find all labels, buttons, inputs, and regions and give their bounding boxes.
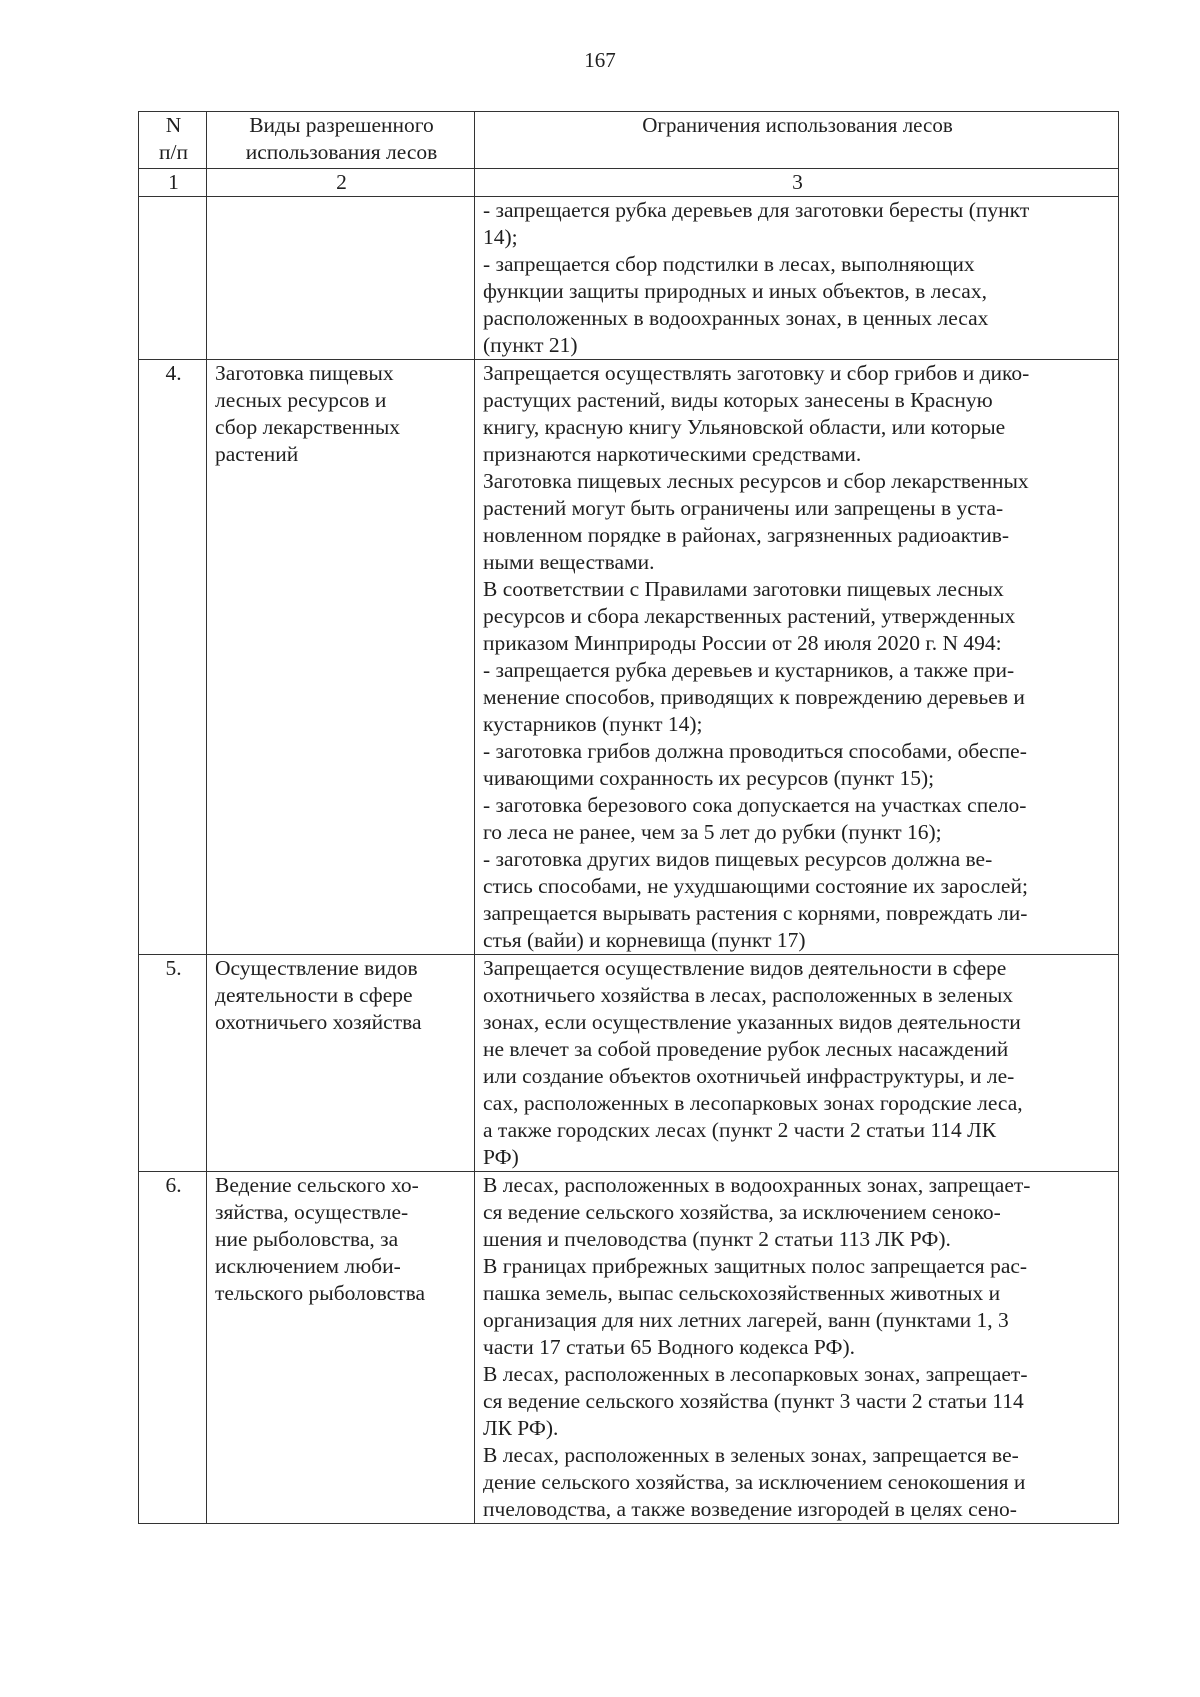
header-kind-line: Виды разрешенного [249,113,434,137]
text-line: приказом Минприроды России от 28 июля 2020 г. N 494: [483,631,1002,655]
text-line: стья (вайи) и корневища (пункт 17) [483,928,806,952]
text-line: пашка земель, выпас сельскохозяйственных животных и [483,1281,1001,1305]
column-number: 2 [207,169,475,197]
text-line: Осуществление видов [215,956,418,980]
text-line: ЛК РФ). [483,1416,559,1440]
text-line: - запрещается рубка деревьев для заготовки бересты (пункт [483,198,1030,222]
text-line: В лесах, расположенных в зеленых зонах, запрещается ве- [483,1443,1019,1467]
text-line: - заготовка других видов пищевых ресурсов должна ве- [483,847,993,871]
text-line: Запрещается осуществление видов деятельности в сфере [483,956,1007,980]
table-header-row [139,112,1119,169]
column-number: 1 [139,169,207,197]
text-line: В лесах, расположенных в водоохранных зонах, запрещает- [483,1173,1031,1197]
text-line: шения и пчеловодства (пункт 2 статьи 113 ЛК РФ). [483,1227,951,1251]
text-line: новленном порядке в районах, загрязненных радиоактив- [483,523,1010,547]
row-number: 6. [139,1172,207,1524]
row-kind [207,955,475,1172]
text-line: растений [215,442,299,466]
row-restrictions [475,955,1119,1172]
text-line: признаются наркотическими средствами. [483,442,862,466]
text-line: охотничьего хозяйства в лесах, расположенных в зеленых [483,983,1014,1007]
text-line: го леса не ранее, чем за 5 лет до рубки (пункт 16); [483,820,942,844]
text-line: В границах прибрежных защитных полос запрещается рас- [483,1254,1028,1278]
text-line: расположенных в водоохранных зонах, в ценных лесах [483,306,989,330]
table-row [139,197,1119,360]
text-line: растений могут быть ограничены или запрещены в уста- [483,496,1004,520]
text-line: ся ведение сельского хозяйства, за исключением сеноко- [483,1200,1001,1224]
header-number-line: N [165,113,182,137]
text-line: - запрещается сбор подстилки в лесах, выполняющих [483,252,975,276]
text-line: организация для них летних лагерей, ванн (пунктами 1, 3 [483,1308,1009,1332]
page-number: 167 [584,48,616,72]
text-line: кустарников (пункт 14); [483,712,703,736]
text-line: книгу, красную книгу Ульяновской области, или которые [483,415,1006,439]
text-line: лесных ресурсов и [215,388,387,412]
text-line: части 17 статьи 65 Водного кодекса РФ). [483,1335,855,1359]
text-line: В лесах, расположенных в лесопарковых зонах, запрещает- [483,1362,1028,1386]
row-restrictions [475,197,1119,360]
text-line: ние рыболовства, за [215,1227,399,1251]
text-line: ными веществами. [483,550,655,574]
text-line: исключением люби- [215,1254,401,1278]
text-line: РФ) [483,1145,519,1169]
row-restrictions [475,360,1119,955]
text-line: сах, расположенных в лесопарковых зонах городские леса, [483,1091,1023,1115]
table-row [139,955,1119,1172]
text-line: менение способов, приводящих к повреждению деревьев и [483,685,1025,709]
text-line: стись способами, не ухудшающими состояние их зарослей; [483,874,1028,898]
text-line: пчеловодства, а также возведение изгородей в целях сено- [483,1497,1017,1521]
text-line: - заготовка березового сока допускается на участках спело- [483,793,1027,817]
table-row [139,1172,1119,1524]
column-number-row [139,169,1119,197]
text-line: В соответствии с Правилами заготовки пищевых лесных [483,577,1004,601]
restrictions-table [138,111,1119,1524]
row-kind [207,197,475,360]
table-row [139,360,1119,955]
text-line: Заготовка пищевых лесных ресурсов и сбор лекарственных [483,469,1029,493]
text-line: Ведение сельского хо- [215,1173,419,1197]
text-line: - запрещается рубка деревьев и кустарников, а также при- [483,658,1015,682]
row-number: 4. [139,360,207,955]
row-number: 5. [139,955,207,1172]
text-line: функции защиты природных и иных объектов, в лесах, [483,279,987,303]
text-line: 14); [483,225,518,249]
text-line: (пункт 21) [483,333,578,357]
row-kind [207,1172,475,1524]
text-line: деятельности в сфере [215,983,413,1007]
text-line: а также городских лесах (пункт 2 части 2 статьи 114 ЛК [483,1118,997,1142]
column-number: 3 [475,169,1119,197]
text-line: Запрещается осуществлять заготовку и сбор грибов и дико- [483,361,1030,385]
header-kind [207,112,475,169]
text-line: сбор лекарственных [215,415,401,439]
text-line: зяйства, осуществле- [215,1200,409,1224]
header-restrictions: Ограничения использования лесов [475,112,1119,169]
row-number [139,197,207,360]
text-line: охотничьего хозяйства [215,1010,422,1034]
row-restrictions [475,1172,1119,1524]
text-line: или создание объектов охотничьей инфраструктуры, и ле- [483,1064,1015,1088]
text-line: запрещается вырывать растения с корнями, повреждать ли- [483,901,1028,925]
text-line: тельского рыболовства [215,1281,425,1305]
text-line: Заготовка пищевых [215,361,394,385]
text-line: не влечет за собой проведение рубок лесных насаждений [483,1037,1009,1061]
text-line: - заготовка грибов должна проводиться способами, обеспе- [483,739,1027,763]
text-line: ся ведение сельского хозяйства (пункт 3 части 2 статьи 114 [483,1389,1024,1413]
text-line: зонах, если осуществление указанных видов деятельности [483,1010,1021,1034]
text-line: ресурсов и сбора лекарственных растений, утвержденных [483,604,1016,628]
header-number-line: п/п [159,140,188,164]
text-line: растущих растений, виды которых занесены в Красную [483,388,993,412]
text-line: дение сельского хозяйства, за исключением сенокошения и [483,1470,1026,1494]
text-line: чивающими сохранность их ресурсов (пункт 15); [483,766,935,790]
header-number [139,112,207,169]
header-kind-line: использования лесов [245,140,438,164]
row-kind [207,360,475,955]
